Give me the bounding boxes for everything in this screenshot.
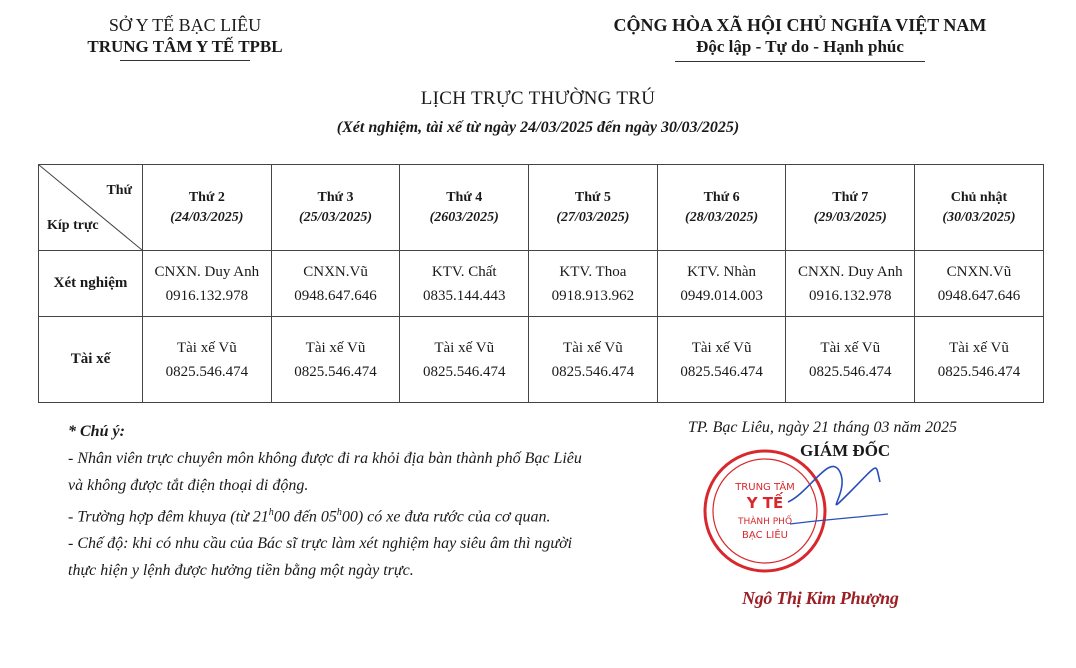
issuing-agency (60, 14, 310, 61)
staff-phone: 0948.647.646 (294, 287, 377, 304)
day-name: Chủ nhật (950, 189, 1008, 205)
staff-name: CNXN. Duy Anh (154, 263, 260, 280)
row-label-driver: Tài xế (39, 317, 143, 403)
agency-parent: SỞ Y TẾ BẠC LIÊU (108, 15, 262, 35)
row-label-lab: Xét nghiệm (39, 251, 143, 317)
day-date: (2603/2025) (429, 209, 499, 225)
day-name: Thứ 2 (188, 189, 225, 205)
staff-name: KTV. Chất (431, 263, 497, 280)
staff-name: Tài xế Vũ (691, 339, 752, 356)
staff-phone: 0825.546.474 (422, 363, 506, 380)
staff-phone: 0825.546.474 (551, 363, 635, 380)
staff-phone: 0949.014.003 (680, 287, 763, 304)
day-name: Thứ 4 (446, 189, 483, 205)
svg-text:Y TẾ: Y TẾ (746, 494, 784, 512)
table-row (39, 317, 1044, 403)
staff-name: Tài xế Vũ (305, 339, 366, 356)
staff-phone: 0825.546.474 (165, 363, 249, 380)
staff-phone: 0918.913.962 (551, 287, 635, 304)
staff-name: Tài xế Vũ (820, 339, 881, 356)
day-header (915, 165, 1044, 251)
staff-name: Tài xế Vũ (176, 339, 237, 356)
duty-cell (529, 251, 658, 317)
document-title: LỊCH TRỰC THƯỜNG TRÚ (420, 88, 656, 109)
agency-name: TRUNG TÂM Y TẾ TPBL (87, 37, 283, 56)
duty-cell (786, 317, 915, 403)
agency-underline (120, 60, 250, 61)
staff-name: Tài xế Vũ (434, 339, 495, 356)
corner-cell (39, 165, 143, 251)
duty-cell (271, 251, 400, 317)
staff-phone: 0825.546.474 (809, 363, 892, 380)
day-header (400, 165, 529, 251)
day-name: Thứ 7 (832, 189, 869, 205)
day-header (657, 165, 786, 251)
staff-phone: 0825.546.474 (680, 363, 763, 380)
day-header (786, 165, 915, 251)
duty-cell (657, 317, 786, 403)
svg-text:TRUNG TÂM: TRUNG TÂM (735, 482, 795, 493)
day-date: (29/03/2025) (813, 209, 887, 225)
staff-name: Tài xế Vũ (563, 339, 623, 356)
day-date: (28/03/2025) (685, 209, 759, 225)
duty-schedule-table (38, 164, 1044, 403)
table-header-row (39, 165, 1044, 251)
table-row (39, 251, 1044, 317)
day-header (143, 165, 272, 251)
staff-name: CNXN.Vũ (303, 263, 368, 280)
document-subtitle: (Xét nghiệm, tài xế từ ngày 24/03/2025 đến ngày 30/03/2025) (336, 119, 740, 136)
notes-section (68, 418, 678, 584)
staff-phone: 0948.647.646 (937, 287, 1021, 304)
motto: Độc lập - Tự do - Hạnh phúc (696, 37, 904, 56)
corner-day-label: Thứ (106, 183, 132, 198)
duty-cell (400, 251, 529, 317)
note-line: - Nhân viên trực chuyên môn không được đi ra khỏi địa bàn thành phố Bạc Liêu (68, 450, 582, 467)
duty-cell (400, 317, 529, 403)
corner-shift-label: Kíp trực (47, 218, 99, 233)
national-motto (590, 14, 1010, 62)
svg-text:THÀNH PHỐ: THÀNH PHỐ (737, 517, 793, 527)
day-name: Thứ 3 (317, 189, 354, 205)
staff-phone: 0916.132.978 (165, 287, 249, 304)
staff-phone: 0825.546.474 (294, 363, 377, 380)
staff-name: KTV. Nhàn (687, 263, 757, 280)
handwritten-signature-icon (780, 432, 890, 552)
staff-name: CNXN.Vũ (946, 263, 1012, 280)
duty-cell (143, 251, 272, 317)
duty-cell (657, 251, 786, 317)
note-line: - Chế độ: khi có nhu cầu của Bác sĩ trực làm xét nghiệm hay siêu âm thì người (68, 535, 573, 553)
staff-name: KTV. Thoa (559, 263, 627, 280)
duty-cell (143, 317, 272, 403)
corner-diagonal (39, 165, 142, 250)
staff-phone: 0835.144.443 (422, 287, 506, 304)
day-date: (30/03/2025) (942, 209, 1016, 225)
day-date: (24/03/2025) (170, 209, 244, 225)
day-date: (27/03/2025) (556, 209, 630, 225)
note-line: và không được tắt điện thoại di động. (68, 477, 309, 494)
duty-cell (271, 317, 400, 403)
staff-name: Tài xế Vũ (949, 339, 1009, 356)
duty-cell (786, 251, 915, 317)
staff-phone: 0825.546.474 (937, 363, 1021, 380)
staff-phone: 0916.132.978 (809, 287, 892, 304)
duty-cell (915, 251, 1044, 317)
duty-cell (529, 317, 658, 403)
staff-name: CNXN. Duy Anh (797, 263, 903, 280)
day-name: Thứ 5 (574, 189, 611, 205)
day-date: (25/03/2025) (298, 209, 373, 225)
svg-text:BẠC LIÊU: BẠC LIÊU (741, 530, 789, 541)
motto-underline (675, 61, 925, 62)
notes-heading: * Chú ý: (68, 423, 125, 440)
country-name: CỘNG HÒA XÃ HỘI CHỦ NGHĨA VIỆT NAM (613, 15, 987, 35)
day-header (271, 165, 400, 251)
duty-cell (915, 317, 1044, 403)
day-name: Thứ 6 (703, 189, 740, 205)
signer-title: GIÁM ĐỐC (800, 441, 891, 460)
day-header (529, 165, 658, 251)
signer-name: Ngô Thị Kim Phượng (742, 588, 899, 608)
note-line: - Trường hợp đêm khuya (từ 21$^h$00 đến 05$^h$00) có xe đưa rước của cơ quan. (68, 507, 551, 526)
note-line: thực hiện y lệnh được hưởng tiền bằng một ngày trực. (68, 562, 414, 580)
place-date: TP. Bạc Liêu, ngày 21 tháng 03 năm 2025 (688, 419, 958, 436)
